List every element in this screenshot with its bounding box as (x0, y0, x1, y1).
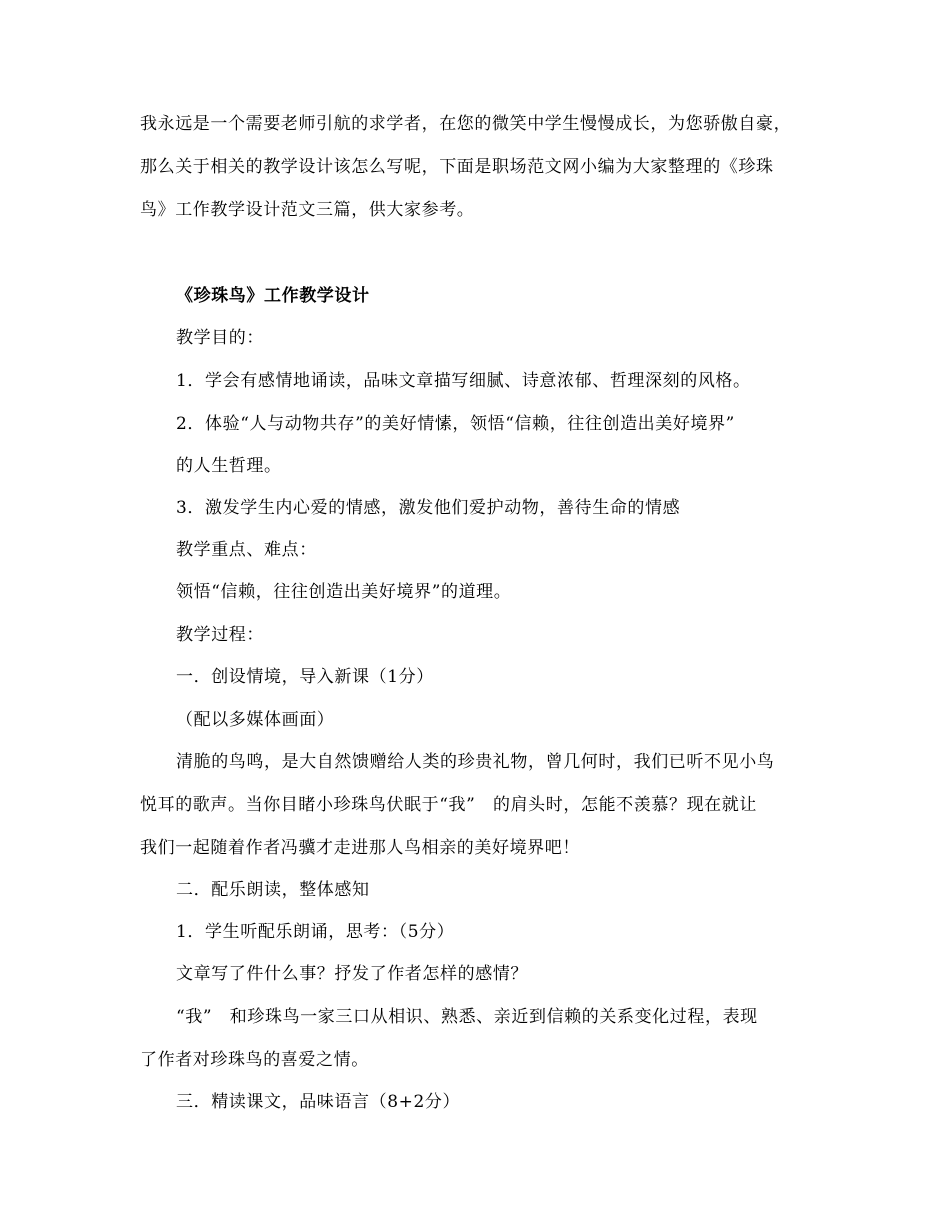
step-1-para-line-2: 悦耳的歌声。当你目睹小珍珠鸟伏眠于“我” 的肩头时，怎能不羡慕？现在就让 (140, 795, 757, 815)
step-1-para-line-3: 我们一起随着作者冯骥才走进那人鸟相亲的美好境界吧！ (140, 838, 580, 858)
goal-2-line-1: 2．体验“人与动物共存”的美好情愫，领悟“信赖，往往创造出美好境界” (176, 414, 735, 434)
intro-line-3: 鸟》工作教学设计范文三篇，供大家参考。 (140, 200, 475, 220)
key-points-text: 领悟“信赖，往往创造出美好境界”的道理。 (176, 582, 512, 602)
step-2-item-1: 1．学生听配乐朗诵，思考：（5分） (176, 922, 455, 942)
lesson-title: 《珍珠鸟》工作教学设计 (176, 286, 370, 306)
step-2-heading: 二．配乐朗读，整体感知 (176, 880, 370, 900)
step-2-answer-line-1: “我” 和珍珠鸟一家三口从相识、熟悉、亲近到信赖的关系变化过程，表现 (176, 1007, 758, 1027)
goal-3: 3．激发学生内心爱的情感，激发他们爱护动物，善待生命的情感 (176, 498, 681, 518)
goal-2-line-2: 的人生哲理。 (176, 456, 282, 476)
process-heading: 教学过程： (176, 625, 264, 645)
step-1-heading: 一．创设情境，导入新课（1分） (176, 667, 434, 687)
step-1-para-line-1: 清脆的鸟鸣，是大自然馈赠给人类的珍贵礼物，曾几何时，我们已听不见小鸟 (176, 752, 775, 772)
intro-line-2: 那么关于相关的教学设计该怎么写呢，下面是职场范文网小编为大家整理的《珍珠 (140, 157, 774, 177)
step-3-heading: 三．精读课文，品味语言（8+2分） (176, 1092, 461, 1112)
goals-heading: 教学目的： (176, 328, 264, 348)
step-2-question: 文章写了件什么事？抒发了作者怎样的感情？ (176, 964, 528, 984)
step-2-answer-line-2: 了作者对珍珠鸟的喜爱之情。 (140, 1050, 369, 1070)
step-1-note: （配以多媒体画面） (176, 710, 335, 730)
key-points-heading: 教学重点、难点： (176, 540, 317, 560)
goal-1: 1．学会有感情地诵读，品味文章描写细腻、诗意浓郁、哲理深刻的风格。 (176, 371, 751, 391)
intro-line-1: 我永远是一个需要老师引航的求学者，在您的微笑中学生慢慢成长，为您骄傲自豪， (140, 114, 792, 134)
